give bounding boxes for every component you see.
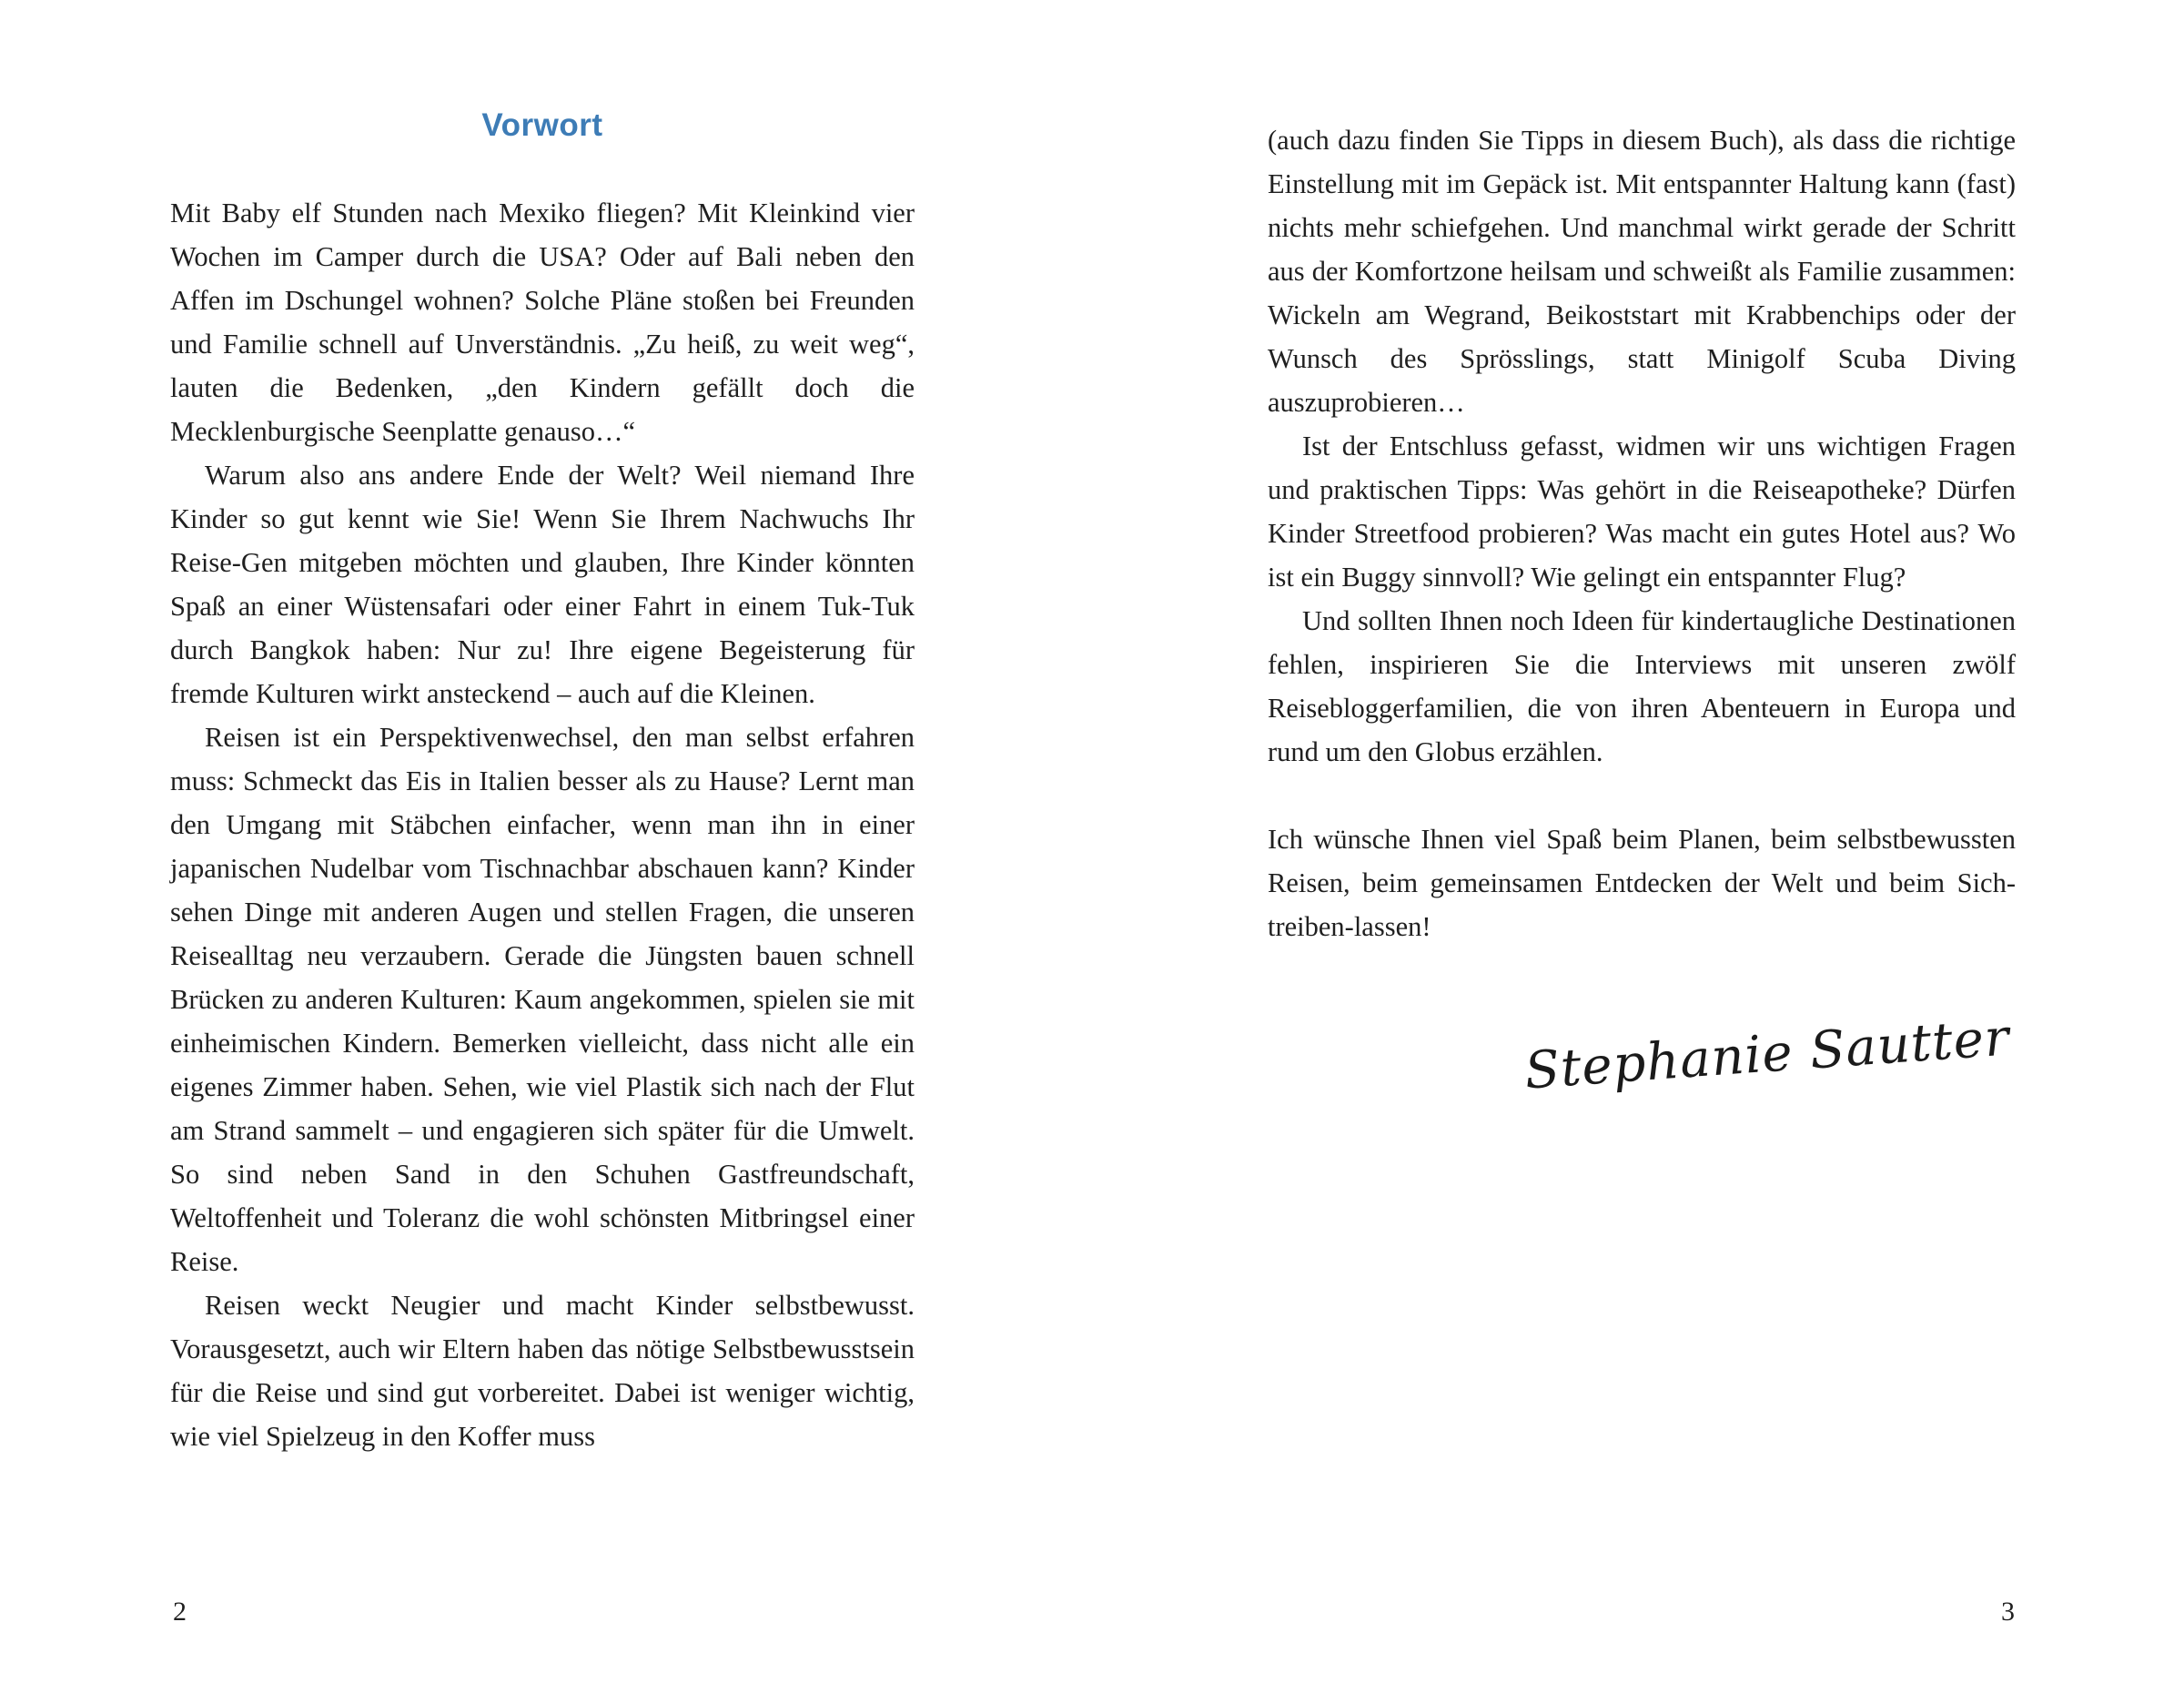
left-text-column <box>170 107 915 1458</box>
paragraph: Reisen ist ein Perspektivenwechsel, den man selbst erfahren muss: Schmeckt das Eis in Italien besser als zu Hause? Lernt man den Umgang mit Stäbchen einfacher, wenn man ihn in einer japanischen Nudelbar vom Tischnachbar abschauen kann? Kinder sehen Dinge mit anderen Augen und stellen Fragen, die unseren Reisealltag neu verzaubern. Gerade die Jüngsten bauen schnell Brücken zu anderen Kulturen: Kaum angekommen, spielen sie mit einheimischen Kindern. Bemerken vielleicht, dass nicht alle ein eigenes Zimmer haben. Sehen, wie viel Plastik sich nach der Flut am Strand sammelt – und engagieren sich später für die Umwelt. So sind neben Sand in den Schuhen Gastfreundschaft, Weltoffenheit und Toleranz die wohl schönsten Mitbringsel einer Reise. <box>170 722 915 1277</box>
page-number-right: 3 <box>2001 1597 2015 1627</box>
paragraph: Und sollten Ihnen noch Ideen für kindertaugliche Destinationen fehlen, inspirieren Sie die Interviews mit unseren zwölf Reisebloggerfamilien, die von ihren Abenteuern in Europa und rund um den Globus erzählen. <box>1268 605 2016 767</box>
author-signature: Stephanie Sautter <box>1522 1008 2012 1101</box>
paragraph: (auch dazu finden Sie Tipps in diesem Buch), als dass die richtige Einstellung mit im Gepäck ist. Mit entspannter Haltung kann (fast) nichts mehr schiefgehen. Und manchmal wirkt gerade der Schritt aus der Komfortzone heilsam und schweißt als Familie zusammen: Wickeln am Wegrand, Beikoststart mit Krabbenchips oder der Wunsch des Sprösslings, statt Minigolf Scuba Diving auszuprobieren… <box>1268 125 2016 418</box>
chapter-title: Vorwort <box>481 107 603 143</box>
paragraph: Mit Baby elf Stunden nach Mexiko fliegen? Mit Kleinkind vier Wochen im Camper durch die USA? Oder auf Bali neben den Affen im Dschungel wohnen? Solche Pläne stoßen bei Freunden und Familie schnell auf Unverständnis. „Zu heiß, zu weit weg“, lauten die Bedenken, „den Kindern gefällt doch die Mecklenburgische Seenplatte genauso…“ <box>170 198 915 447</box>
signature-block <box>1268 1008 2016 1101</box>
paragraph: Warum also ans andere Ende der Welt? Weil niemand Ihre Kinder so gut kennt wie Sie! Wenn Sie Ihrem Nachwuchs Ihr Reise-Gen mitgeben möchten und glauben, Ihre Kinder könnten Spaß an einer Wüstensafari oder einer Fahrt in einem Tuk-Tuk durch Bangkok haben: Nur zu! Ihre eigene Begeisterung für fremde Kulturen wirkt ansteckend – auch auf die Kleinen. <box>170 460 915 709</box>
right-text-column <box>1268 118 2016 1101</box>
page-number-left: 2 <box>173 1597 187 1627</box>
paragraph: Ist der Entschluss gefasst, widmen wir uns wichtigen Fragen und praktischen Tipps: Was gehört in die Reiseapotheke? Dürfen Kinder Streetfood probieren? Was macht ein gutes Hotel aus? Wo ist ein Buggy sinnvoll? Wie gelingt ein entspannter Flug? <box>1268 431 2016 593</box>
paragraph: Ich wünsche Ihnen viel Spaß beim Planen, beim selbstbewussten Reisen, beim gemeinsamen Entdecken der Welt und beim Sich-treiben-lassen! <box>1268 824 2016 942</box>
paragraph: Reisen weckt Neugier und macht Kinder selbstbewusst. Vorausgesetzt, auch wir Eltern haben das nötige Selbstbewusstsein für die Reise und sind gut vorbereitet. Dabei ist weniger wichtig, wie viel Spielzeug in den Koffer muss <box>170 1290 915 1452</box>
